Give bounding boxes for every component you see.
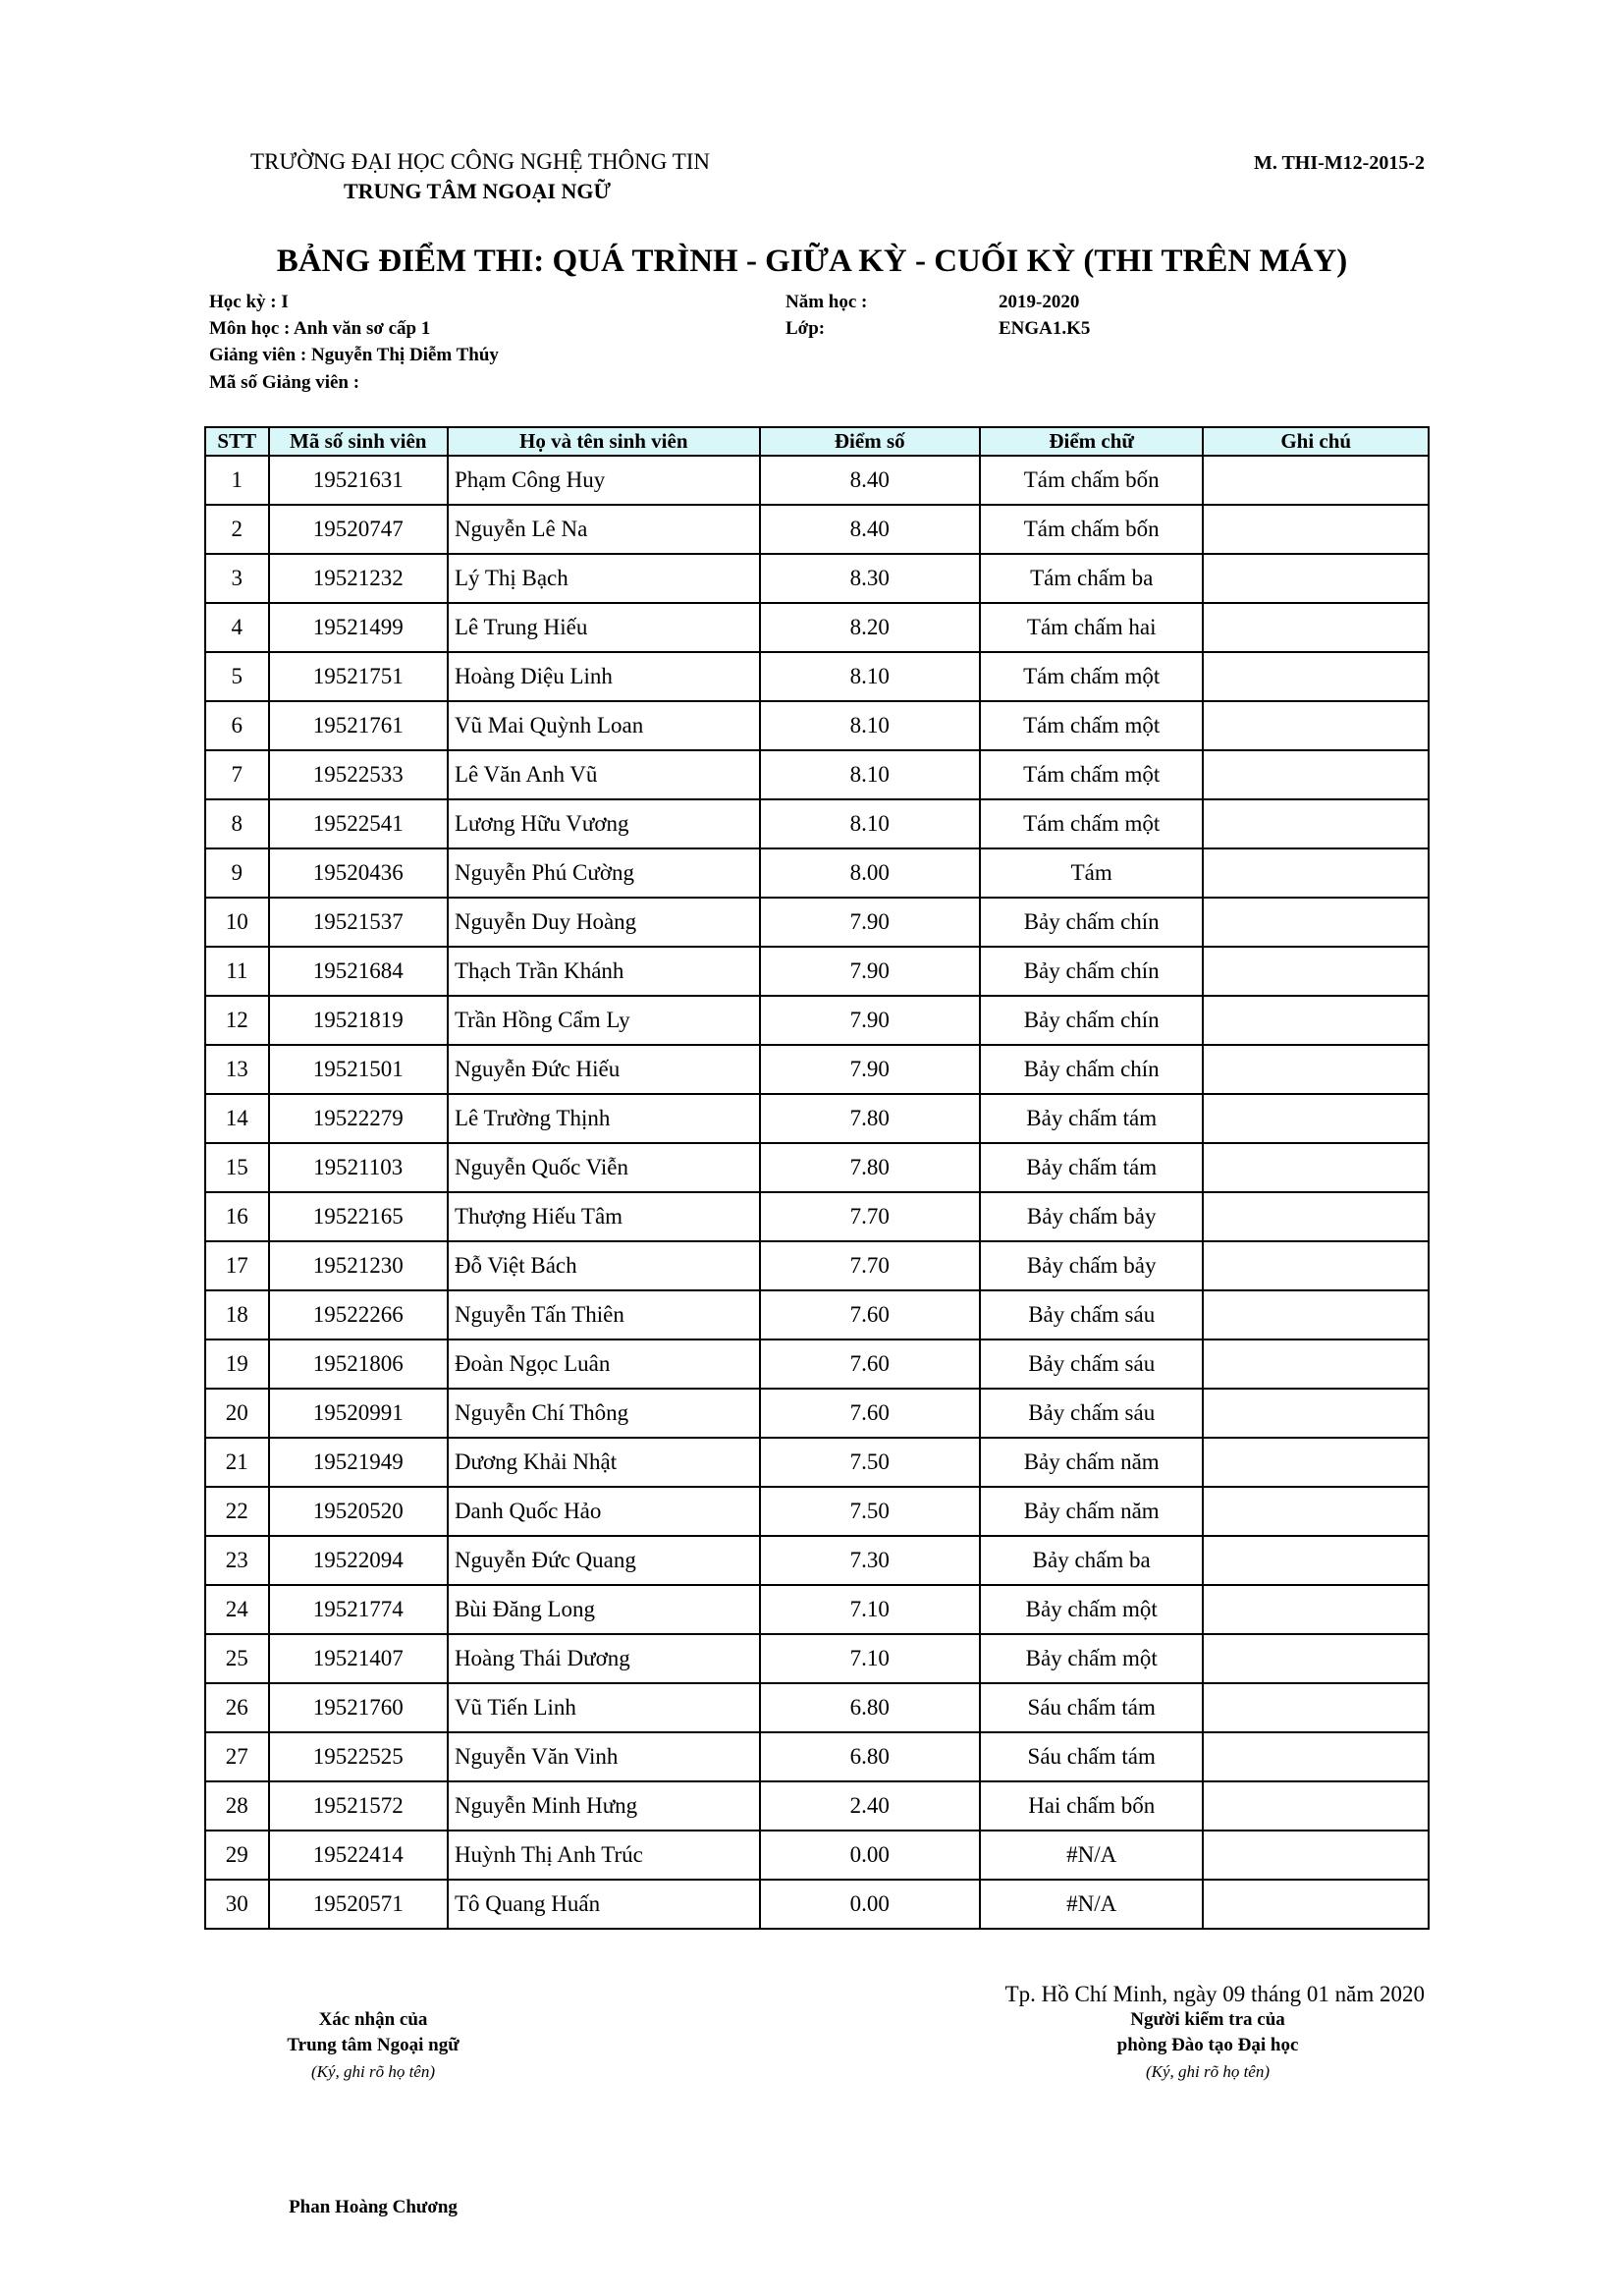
cell-stt: 26: [205, 1683, 269, 1732]
cell-score: 8.10: [760, 652, 980, 701]
cell-student-name: Nguyễn Lê Na: [448, 505, 760, 554]
cell-score: 6.80: [760, 1732, 980, 1781]
header-score: Điểm số: [760, 427, 980, 456]
cell-stt: 1: [205, 456, 269, 505]
cell-score-words: Tám: [980, 848, 1203, 898]
cell-score-words: Bảy chấm ba: [980, 1536, 1203, 1585]
cell-score-words: Tám chấm một: [980, 750, 1203, 799]
lecturer-id-info: Mã số Giảng viên :: [209, 372, 360, 393]
cell-score: 7.60: [760, 1389, 980, 1438]
cell-score-words: Sáu chấm tám: [980, 1732, 1203, 1781]
table-row: [205, 1781, 1429, 1831]
cell-notes: [1203, 1683, 1429, 1732]
cell-student-id: 19522266: [269, 1290, 448, 1339]
table-row: [205, 1536, 1429, 1585]
cell-score-words: #N/A: [980, 1880, 1203, 1929]
cell-student-id: 19522165: [269, 1192, 448, 1241]
cell-stt: 20: [205, 1389, 269, 1438]
form-code: M. THI-M12-2015-2: [1253, 152, 1425, 174]
cell-stt: 25: [205, 1634, 269, 1683]
cell-student-id: 19522094: [269, 1536, 448, 1585]
cell-notes: [1203, 1339, 1429, 1389]
cell-notes: [1203, 1732, 1429, 1781]
cell-notes: [1203, 1831, 1429, 1880]
cell-stt: 24: [205, 1585, 269, 1634]
table-row: [205, 1290, 1429, 1339]
cell-student-name: Vũ Mai Quỳnh Loan: [448, 701, 760, 750]
cell-notes: [1203, 1045, 1429, 1094]
table-row: [205, 505, 1429, 554]
cell-student-id: 19521103: [269, 1143, 448, 1192]
cell-stt: 27: [205, 1732, 269, 1781]
cell-student-name: Đoàn Ngọc Luân: [448, 1339, 760, 1389]
cell-score: 7.50: [760, 1487, 980, 1536]
header-notes: Ghi chú: [1203, 427, 1429, 456]
table-row: [205, 1585, 1429, 1634]
cell-stt: 17: [205, 1241, 269, 1290]
cell-student-name: Nguyễn Tấn Thiên: [448, 1290, 760, 1339]
cell-score: 8.10: [760, 750, 980, 799]
right-signature-org: phòng Đào tạo Đại học: [1116, 2035, 1299, 2055]
cell-student-id: 19521232: [269, 554, 448, 603]
cell-score-words: Tám chấm bốn: [980, 505, 1203, 554]
table-row: [205, 947, 1429, 996]
cell-score: 8.40: [760, 456, 980, 505]
cell-score-words: Bảy chấm sáu: [980, 1389, 1203, 1438]
cell-student-name: Nguyễn Văn Vinh: [448, 1732, 760, 1781]
cell-student-name: Dương Khải Nhật: [448, 1438, 760, 1487]
cell-notes: [1203, 554, 1429, 603]
cell-notes: [1203, 750, 1429, 799]
cell-student-id: 19521761: [269, 701, 448, 750]
cell-student-name: Danh Quốc Hảo: [448, 1487, 760, 1536]
cell-score-words: Hai chấm bốn: [980, 1781, 1203, 1831]
table-row: [205, 898, 1429, 947]
table-row: [205, 603, 1429, 652]
table-row: [205, 1389, 1429, 1438]
score-table: [204, 426, 1430, 1930]
table-row: [205, 1438, 1429, 1487]
cell-student-id: 19521631: [269, 456, 448, 505]
right-signature-note: (Ký, ghi rõ họ tên): [1145, 2062, 1271, 2081]
cell-stt: 7: [205, 750, 269, 799]
cell-notes: [1203, 848, 1429, 898]
cell-score: 7.80: [760, 1143, 980, 1192]
cell-student-name: Phạm Công Huy: [448, 456, 760, 505]
cell-score: 7.30: [760, 1536, 980, 1585]
table-row: [205, 456, 1429, 505]
cell-score: 0.00: [760, 1880, 980, 1929]
cell-stt: 6: [205, 701, 269, 750]
cell-student-id: 19521806: [269, 1339, 448, 1389]
cell-stt: 22: [205, 1487, 269, 1536]
cell-notes: [1203, 603, 1429, 652]
cell-student-name: Nguyễn Đức Quang: [448, 1536, 760, 1585]
table-row: [205, 1487, 1429, 1536]
cell-student-id: 19522541: [269, 799, 448, 848]
cell-score-words: Bảy chấm chín: [980, 947, 1203, 996]
cell-notes: [1203, 1143, 1429, 1192]
cell-score: 7.90: [760, 947, 980, 996]
cell-student-id: 19521499: [269, 603, 448, 652]
cell-student-id: 19521230: [269, 1241, 448, 1290]
academic-year-label: Năm học :: [785, 292, 868, 312]
left-signature-title: Xác nhận của: [318, 2009, 428, 2030]
cell-score-words: #N/A: [980, 1831, 1203, 1880]
cell-score-words: Bảy chấm tám: [980, 1094, 1203, 1143]
cell-student-name: Huỳnh Thị Anh Trúc: [448, 1831, 760, 1880]
cell-student-id: 19520436: [269, 848, 448, 898]
cell-student-id: 19520520: [269, 1487, 448, 1536]
cell-student-name: Nguyễn Quốc Viễn: [448, 1143, 760, 1192]
cell-notes: [1203, 1094, 1429, 1143]
cell-notes: [1203, 1880, 1429, 1929]
cell-score-words: Sáu chấm tám: [980, 1683, 1203, 1732]
table-row: [205, 1880, 1429, 1929]
table-row: [205, 1683, 1429, 1732]
table-row: [205, 750, 1429, 799]
cell-notes: [1203, 1536, 1429, 1585]
cell-score: 7.90: [760, 1045, 980, 1094]
left-signature-org: Trung tâm Ngoại ngữ: [287, 2035, 460, 2055]
cell-score: 7.90: [760, 898, 980, 947]
cell-student-name: Hoàng Diệu Linh: [448, 652, 760, 701]
academic-year-value: 2019-2020: [999, 292, 1080, 312]
cell-score: 7.80: [760, 1094, 980, 1143]
cell-score: 8.30: [760, 554, 980, 603]
cell-stt: 15: [205, 1143, 269, 1192]
cell-student-name: Nguyễn Duy Hoàng: [448, 898, 760, 947]
cell-stt: 18: [205, 1290, 269, 1339]
cell-stt: 16: [205, 1192, 269, 1241]
cell-score-words: Tám chấm một: [980, 701, 1203, 750]
cell-score: 7.10: [760, 1585, 980, 1634]
cell-score-words: Bảy chấm năm: [980, 1438, 1203, 1487]
cell-student-id: 19521760: [269, 1683, 448, 1732]
cell-student-id: 19522279: [269, 1094, 448, 1143]
table-row: [205, 554, 1429, 603]
page-title: BẢNG ĐIỂM THI: QUÁ TRÌNH - GIỮA KỲ - CUỐI KỲ (THI TRÊN MÁY): [276, 244, 1348, 279]
cell-notes: [1203, 1585, 1429, 1634]
table-body: [205, 456, 1429, 1929]
cell-score: 7.90: [760, 996, 980, 1045]
cell-notes: [1203, 1290, 1429, 1339]
cell-score-words: Bảy chấm một: [980, 1585, 1203, 1634]
cell-student-id: 19521819: [269, 996, 448, 1045]
cell-notes: [1203, 1192, 1429, 1241]
cell-student-id: 19520571: [269, 1880, 448, 1929]
subject-info: Môn học : Anh văn sơ cấp 1: [209, 318, 431, 339]
cell-student-name: Nguyễn Chí Thông: [448, 1389, 760, 1438]
cell-score: 7.10: [760, 1634, 980, 1683]
cell-score: 8.20: [760, 603, 980, 652]
cell-student-name: Thạch Trần Khánh: [448, 947, 760, 996]
cell-student-id: 19520991: [269, 1389, 448, 1438]
cell-stt: 14: [205, 1094, 269, 1143]
header-student-name: Họ và tên sinh viên: [448, 427, 760, 456]
cell-student-id: 19521684: [269, 947, 448, 996]
table-row: [205, 1241, 1429, 1290]
signer-name: Phan Hoàng Chương: [289, 2197, 458, 2217]
cell-student-name: Bùi Đăng Long: [448, 1585, 760, 1634]
cell-notes: [1203, 505, 1429, 554]
right-signature-title: Người kiểm tra của: [1130, 2009, 1285, 2030]
cell-student-id: 19522414: [269, 1831, 448, 1880]
table-row: [205, 1831, 1429, 1880]
cell-stt: 12: [205, 996, 269, 1045]
cell-stt: 3: [205, 554, 269, 603]
cell-notes: [1203, 1438, 1429, 1487]
cell-stt: 28: [205, 1781, 269, 1831]
cell-notes: [1203, 1781, 1429, 1831]
cell-score-words: Bảy chấm chín: [980, 996, 1203, 1045]
cell-notes: [1203, 947, 1429, 996]
cell-score: 7.60: [760, 1339, 980, 1389]
cell-student-name: Lý Thị Bạch: [448, 554, 760, 603]
cell-stt: 29: [205, 1831, 269, 1880]
cell-student-name: Lê Trường Thịnh: [448, 1094, 760, 1143]
place-date: Tp. Hồ Chí Minh, ngày 09 tháng 01 năm 2020: [1004, 1982, 1425, 2006]
cell-score-words: Tám chấm hai: [980, 603, 1203, 652]
cell-notes: [1203, 1634, 1429, 1683]
cell-student-id: 19521501: [269, 1045, 448, 1094]
lecturer-info: Giảng viên : Nguyễn Thị Diễm Thúy: [209, 345, 499, 365]
cell-notes: [1203, 652, 1429, 701]
cell-stt: 5: [205, 652, 269, 701]
cell-notes: [1203, 1241, 1429, 1290]
header-student-id: Mã số sinh viên: [269, 427, 448, 456]
table-row: [205, 1634, 1429, 1683]
cell-score-words: Bảy chấm bảy: [980, 1241, 1203, 1290]
cell-student-name: Thượng Hiếu Tâm: [448, 1192, 760, 1241]
cell-notes: [1203, 1487, 1429, 1536]
cell-stt: 21: [205, 1438, 269, 1487]
cell-score: 0.00: [760, 1831, 980, 1880]
cell-notes: [1203, 996, 1429, 1045]
cell-student-id: 19521949: [269, 1438, 448, 1487]
cell-score-words: Tám chấm một: [980, 799, 1203, 848]
table-header-row: [205, 427, 1429, 456]
cell-student-name: Hoàng Thái Dương: [448, 1634, 760, 1683]
table-row: [205, 1732, 1429, 1781]
cell-stt: 2: [205, 505, 269, 554]
cell-student-name: Nguyễn Phú Cường: [448, 848, 760, 898]
cell-student-id: 19521751: [269, 652, 448, 701]
cell-student-name: Trần Hồng Cẩm Ly: [448, 996, 760, 1045]
cell-notes: [1203, 1389, 1429, 1438]
cell-score-words: Bảy chấm bảy: [980, 1192, 1203, 1241]
cell-student-name: Nguyễn Đức Hiếu: [448, 1045, 760, 1094]
cell-score-words: Bảy chấm năm: [980, 1487, 1203, 1536]
cell-stt: 23: [205, 1536, 269, 1585]
cell-student-name: Nguyễn Minh Hưng: [448, 1781, 760, 1831]
cell-score: 8.40: [760, 505, 980, 554]
cell-student-id: 19521537: [269, 898, 448, 947]
cell-score-words: Bảy chấm chín: [980, 898, 1203, 947]
cell-stt: 10: [205, 898, 269, 947]
header-stt: STT: [205, 427, 269, 456]
university-name: TRƯỜNG ĐẠI HỌC CÔNG NGHỆ THÔNG TIN: [250, 149, 711, 174]
cell-notes: [1203, 456, 1429, 505]
cell-score: 8.10: [760, 701, 980, 750]
table-row: [205, 1143, 1429, 1192]
cell-score-words: Bảy chấm một: [980, 1634, 1203, 1683]
cell-score: 7.70: [760, 1192, 980, 1241]
cell-score-words: Bảy chấm chín: [980, 1045, 1203, 1094]
cell-student-name: Tô Quang Huấn: [448, 1880, 760, 1929]
table-row: [205, 1192, 1429, 1241]
table-row: [205, 996, 1429, 1045]
cell-notes: [1203, 898, 1429, 947]
cell-notes: [1203, 799, 1429, 848]
center-name: TRUNG TÂM NGOẠI NGỮ: [344, 179, 611, 203]
cell-score-words: Tám chấm ba: [980, 554, 1203, 603]
header-score-words: Điểm chữ: [980, 427, 1203, 456]
cell-student-name: Lê Văn Anh Vũ: [448, 750, 760, 799]
cell-stt: 30: [205, 1880, 269, 1929]
cell-stt: 9: [205, 848, 269, 898]
cell-stt: 8: [205, 799, 269, 848]
cell-score: 7.70: [760, 1241, 980, 1290]
cell-student-name: Lương Hữu Vương: [448, 799, 760, 848]
cell-score: 8.10: [760, 799, 980, 848]
table-row: [205, 1339, 1429, 1389]
semester-info: Học kỳ : I: [209, 292, 289, 312]
table-row: [205, 652, 1429, 701]
cell-student-id: 19520747: [269, 505, 448, 554]
table-row: [205, 1045, 1429, 1094]
cell-notes: [1203, 701, 1429, 750]
class-label: Lớp:: [785, 318, 826, 339]
cell-student-id: 19521407: [269, 1634, 448, 1683]
cell-score-words: Bảy chấm sáu: [980, 1290, 1203, 1339]
table-row: [205, 1094, 1429, 1143]
cell-stt: 13: [205, 1045, 269, 1094]
class-value: ENGA1.K5: [999, 318, 1091, 339]
cell-score: 7.50: [760, 1438, 980, 1487]
cell-score-words: Bảy chấm tám: [980, 1143, 1203, 1192]
table-row: [205, 848, 1429, 898]
cell-stt: 11: [205, 947, 269, 996]
cell-student-id: 19522533: [269, 750, 448, 799]
cell-stt: 19: [205, 1339, 269, 1389]
cell-stt: 4: [205, 603, 269, 652]
cell-score: 7.60: [760, 1290, 980, 1339]
cell-student-name: Vũ Tiến Linh: [448, 1683, 760, 1732]
cell-student-id: 19522525: [269, 1732, 448, 1781]
left-signature-note: (Ký, ghi rõ họ tên): [310, 2062, 436, 2081]
cell-student-name: Đỗ Việt Bách: [448, 1241, 760, 1290]
cell-score: 6.80: [760, 1683, 980, 1732]
cell-student-id: 19521774: [269, 1585, 448, 1634]
cell-score: 8.00: [760, 848, 980, 898]
cell-student-name: Lê Trung Hiếu: [448, 603, 760, 652]
cell-score-words: Tám chấm bốn: [980, 456, 1203, 505]
cell-score: 2.40: [760, 1781, 980, 1831]
table-row: [205, 701, 1429, 750]
table-row: [205, 799, 1429, 848]
cell-score-words: Tám chấm một: [980, 652, 1203, 701]
cell-student-id: 19521572: [269, 1781, 448, 1831]
cell-score-words: Bảy chấm sáu: [980, 1339, 1203, 1389]
